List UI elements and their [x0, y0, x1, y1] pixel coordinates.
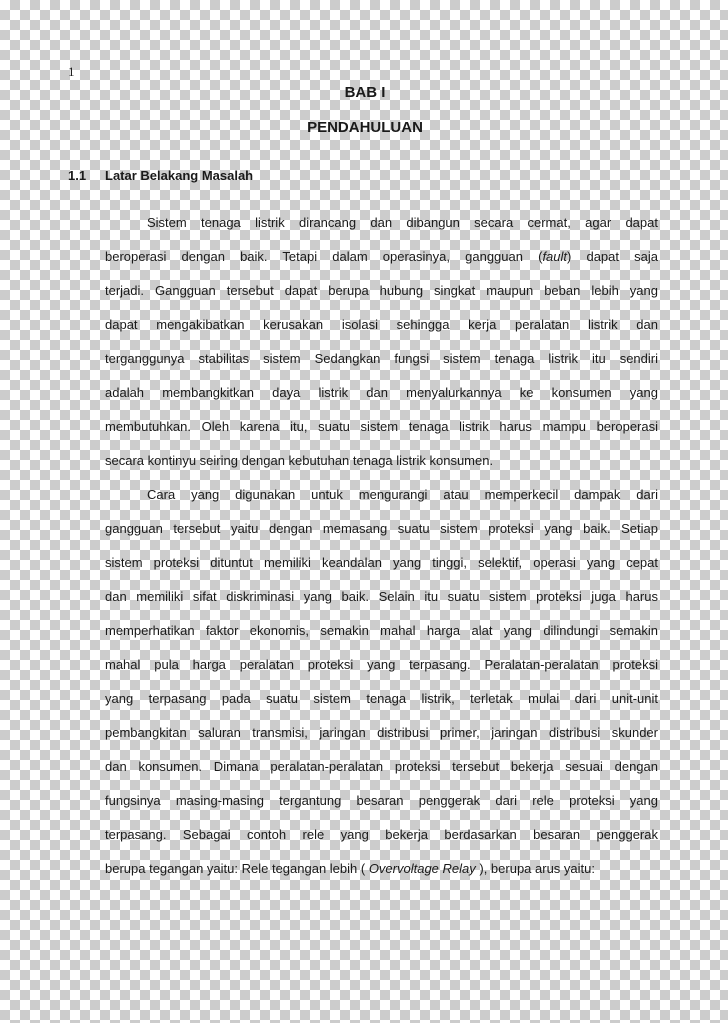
body-text: [105, 206, 658, 886]
section-title: Latar Belakang Masalah: [105, 168, 254, 183]
section-heading: [68, 168, 253, 183]
paragraph-line: [105, 546, 658, 580]
line-text: secara kontinyu seiring dengan kebutuhan tenaga listrik konsumen.: [105, 453, 494, 468]
paragraph: [105, 206, 658, 478]
paragraph-line: [105, 614, 658, 648]
line-text: terganggunya stabilitas sistem Sedangkan fungsi sistem tenaga listrik itu sendiri: [105, 351, 658, 366]
line-text: memperhatikan faktor ekonomis, semakin mahal harga alat yang dilindungi semakin: [105, 623, 658, 638]
line-text: fungsinya masing-masing tergantung besaran penggerak dari rele proteksi yang: [105, 793, 658, 808]
paragraph-line: [105, 784, 658, 818]
line-text: Cara yang digunakan untuk mengurangi atau memperkecil dampak dari: [147, 487, 658, 502]
paragraph-line: [105, 580, 658, 614]
line-text: beroperasi dengan baik. Tetapi dalam operasinya, gangguan (: [105, 249, 543, 264]
paragraph-line: [105, 444, 658, 478]
paragraph-line: [105, 716, 658, 750]
italic-term: Overvoltage Relay: [368, 861, 476, 876]
line-text: Sistem tenaga listrik dirancang dan dibangun secara cermat, agar dapat: [147, 215, 658, 230]
paragraph-line: [105, 512, 658, 546]
paragraph-line: [105, 648, 658, 682]
italic-term: fault: [542, 249, 568, 264]
paragraph-line: [105, 750, 658, 784]
chapter-title: PENDAHULUAN: [307, 119, 423, 136]
paragraph-line: [105, 818, 658, 852]
paragraph-line: [105, 274, 658, 308]
line-text: membutuhkan. Oleh karena itu, suatu sistem tenaga listrik harus mampu beroperasi: [105, 419, 658, 434]
page-number: 1: [68, 64, 75, 79]
line-text: pembangkitan saluran transmisi, jaringan distribusi primer, jaringan distribusi skunder: [105, 725, 658, 740]
line-text: ) dapat saja: [567, 249, 658, 264]
line-text: mahal pula harga peralatan proteksi yang terpasang. Peralatan-peralatan proteksi: [105, 657, 658, 672]
line-text: adalah membangkitkan daya listrik dan menyalurkannya ke konsumen yang: [105, 385, 658, 400]
paragraph-line: [105, 240, 658, 274]
paragraph-line: [105, 206, 658, 240]
section-number: 1.1: [68, 168, 87, 183]
line-text: terjadi. Gangguan tersebut dapat berupa hubung singkat maupun beban lebih yang: [105, 283, 658, 298]
paragraph-line: [105, 682, 658, 716]
paragraph-line: [105, 478, 658, 512]
line-text: ), berupa arus yaitu:: [475, 861, 595, 876]
line-text: dapat mengakibatkan kerusakan isolasi sehingga kerja peralatan listrik dan: [105, 317, 658, 332]
paragraph-line: [105, 342, 658, 376]
line-text: yang terpasang pada suatu sistem tenaga listrik, terletak mulai dari unit-unit: [105, 691, 658, 706]
line-text: berupa tegangan yaitu: Rele tegangan lebih (: [105, 861, 369, 876]
line-text: dan memiliki sifat diskriminasi yang baik. Selain itu suatu sistem proteksi juga harus: [105, 589, 658, 604]
line-text: terpasang. Sebagai contoh rele yang bekerja berdasarkan besaran penggerak: [105, 827, 658, 842]
chapter-number: BAB I: [344, 84, 386, 101]
line-text: dan konsumen. Dimana peralatan-peralatan proteksi tersebut bekerja sesuai dengan: [105, 759, 658, 774]
line-text: sistem proteksi dituntut memiliki keandalan yang tinggi, selektif, operasi yang cepat: [105, 555, 658, 570]
paragraph-line: [105, 852, 658, 886]
paragraph-line: [105, 308, 658, 342]
paragraph: [105, 478, 658, 886]
paragraph-line: [105, 410, 658, 444]
paragraph-line: [105, 376, 658, 410]
line-text: gangguan tersebut yaitu dengan memasang suatu sistem proteksi yang baik. Setiap: [105, 521, 658, 536]
